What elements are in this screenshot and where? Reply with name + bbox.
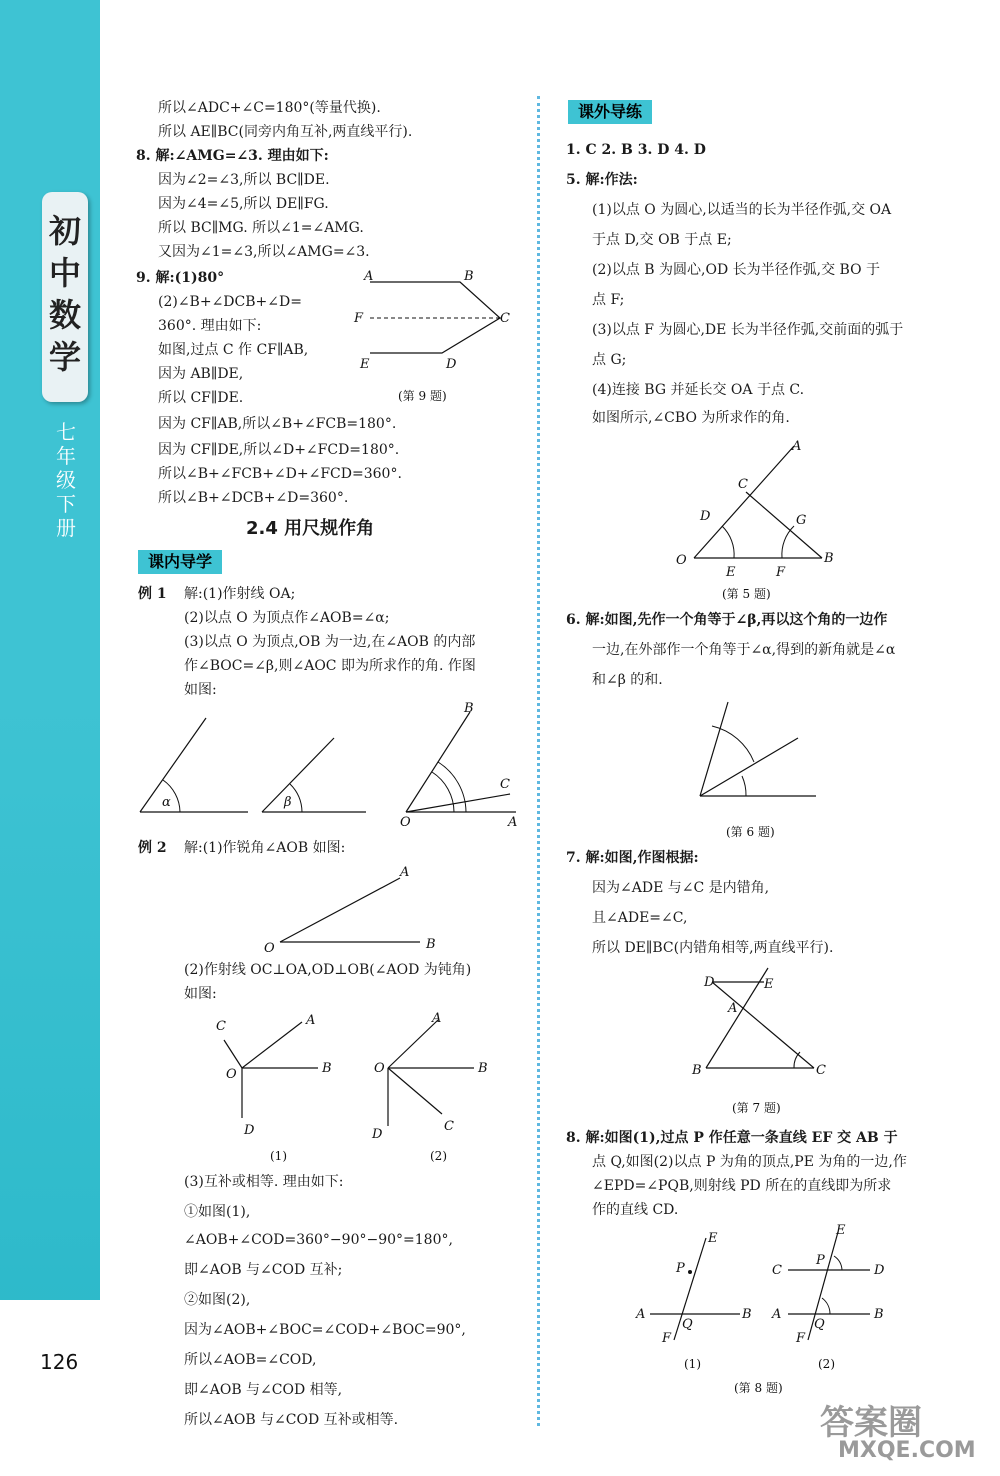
text-line: 如图: bbox=[184, 682, 217, 698]
inclass-heading: 课内导学 bbox=[138, 550, 222, 574]
label: A bbox=[400, 865, 410, 880]
label: B bbox=[824, 551, 834, 566]
label: B bbox=[478, 1061, 488, 1076]
label: C bbox=[738, 477, 748, 492]
text-line: 9. 解:(1)80° bbox=[136, 270, 225, 286]
text-line: 且∠ADE=∠C, bbox=[592, 910, 688, 926]
sub-caption: (1) bbox=[270, 1149, 287, 1163]
label: G bbox=[796, 513, 807, 528]
text-line: 如图所示,∠CBO 为所求作的角. bbox=[592, 410, 790, 426]
section-title: 2.4 用尺规作角 bbox=[246, 518, 375, 539]
label: D bbox=[446, 357, 457, 372]
figure-5 bbox=[672, 436, 842, 608]
grade-label: 七年级下册 bbox=[56, 420, 76, 540]
text-line: (1)以点 O 为圆心,以适当的长为半径作弧,交 OA bbox=[592, 202, 892, 218]
text-line: 即∠AOB 与∠COD 相等, bbox=[184, 1382, 343, 1398]
text-line: 因为 AB∥DE, bbox=[158, 366, 244, 382]
caption: (第 6 题) bbox=[726, 825, 775, 839]
text-line: 因为 CF∥AB,所以∠B+∠FCB=180°. bbox=[158, 416, 397, 432]
text-line: (3)以点 F 为圆心,DE 长为半径作弧,交前面的弧于 bbox=[592, 322, 904, 338]
label: B bbox=[692, 1063, 702, 1078]
label: F bbox=[776, 565, 786, 580]
text-line: ②如图(2), bbox=[184, 1292, 251, 1308]
label: β bbox=[284, 795, 292, 810]
text-line: 作∠BOC=∠β,则∠AOC 即为所求作的角. 作图 bbox=[184, 658, 476, 674]
text-line: (4)连接 BG 并延长交 OA 于点 C. bbox=[592, 382, 805, 398]
text-line: 所以 BC∥MG. 所以∠1=∠AMG. bbox=[158, 220, 364, 236]
label: D bbox=[704, 975, 715, 990]
label: C bbox=[500, 777, 510, 792]
caption: (第 8 题) bbox=[734, 1381, 783, 1395]
label: A bbox=[636, 1307, 646, 1322]
label: B bbox=[464, 269, 474, 284]
outclass-heading: 课外导练 bbox=[568, 100, 652, 124]
text-line: 又因为∠1=∠3,所以∠AMG=∠3. bbox=[158, 244, 370, 260]
figure-9 bbox=[350, 268, 520, 408]
text-line: 如图: bbox=[184, 986, 217, 1002]
text-line: 因为∠ADE 与∠C 是内错角, bbox=[592, 880, 770, 896]
text-line: 5. 解:作法: bbox=[566, 172, 638, 188]
label: D bbox=[244, 1123, 255, 1138]
text-line: (3)互补或相等. 理由如下: bbox=[184, 1174, 344, 1190]
label: A bbox=[772, 1307, 782, 1322]
text-line: (2)作射线 OC⊥OA,OD⊥OB(∠AOD 为钝角) bbox=[184, 962, 472, 978]
label: B bbox=[464, 701, 474, 716]
label: E bbox=[836, 1223, 846, 1238]
answers: 1. C 2. B 3. D 4. D bbox=[566, 142, 706, 158]
watermark: 答案圈 bbox=[820, 1403, 922, 1443]
label: A bbox=[792, 439, 802, 454]
figure-6 bbox=[690, 696, 830, 844]
example-label: 例 2 bbox=[138, 840, 167, 856]
text-line: 所以∠B+∠FCB+∠D+∠FCD=360°. bbox=[158, 466, 402, 482]
label: F bbox=[796, 1331, 806, 1346]
text-line: 即∠AOB 与∠COD 互补; bbox=[184, 1262, 343, 1278]
text-line: ∠AOB+∠COD=360°−90°−90°=180°, bbox=[184, 1232, 453, 1248]
label: α bbox=[162, 795, 171, 810]
text-line: 所以 DE∥BC(内错角相等,两直线平行). bbox=[592, 940, 834, 956]
text-line: (2)∠B+∠DCB+∠D= bbox=[158, 294, 302, 310]
label: C bbox=[444, 1119, 454, 1134]
label: P bbox=[676, 1261, 685, 1276]
figure-8 bbox=[630, 1222, 900, 1402]
text-line: 所以∠AOB 与∠COD 互补或相等. bbox=[184, 1412, 399, 1428]
text-line: 因为∠4=∠5,所以 DE∥FG. bbox=[158, 196, 329, 212]
label: O bbox=[676, 553, 687, 568]
text-line: 点 Q,如图(2)以点 P 为角的顶点,PE 为角的一边,作 bbox=[592, 1154, 907, 1170]
text-line: 8. 解:如图(1),过点 P 作任意一条直线 EF 交 AB 于 bbox=[566, 1130, 898, 1146]
column-divider bbox=[537, 96, 540, 1426]
label: F bbox=[662, 1331, 672, 1346]
figure-7 bbox=[686, 966, 836, 1116]
label: P bbox=[816, 1253, 825, 1268]
label: Q bbox=[814, 1317, 825, 1332]
text-line: ①如图(1), bbox=[184, 1204, 251, 1220]
example-label: 例 1 bbox=[138, 586, 167, 602]
label: A bbox=[364, 269, 374, 284]
caption: (第 7 题) bbox=[732, 1101, 781, 1115]
text-line: 所以 AE∥BC(同旁内角互补,两直线平行). bbox=[158, 124, 413, 140]
text-line: 于点 D,交 OB 于点 E; bbox=[592, 232, 732, 248]
label: B bbox=[426, 937, 436, 952]
text-line: 360°. 理由如下: bbox=[158, 318, 262, 334]
text-line: 7. 解:如图,作图根据: bbox=[566, 850, 699, 866]
label: D bbox=[700, 509, 711, 524]
label: C bbox=[216, 1019, 226, 1034]
label: B bbox=[322, 1061, 332, 1076]
text-line: 6. 解:如图,先作一个角等于∠β,再以这个角的一边作 bbox=[566, 612, 888, 628]
label: E bbox=[360, 357, 370, 372]
text-line: 所以 CF∥DE. bbox=[158, 390, 244, 406]
text-line: 所以∠B+∠DCB+∠D=360°. bbox=[158, 490, 349, 506]
text-line: 点 F; bbox=[592, 292, 625, 308]
text-line: 一边,在外部作一个角等于∠α,得到的新角就是∠α bbox=[592, 642, 896, 658]
text-line: 和∠β 的和. bbox=[592, 672, 663, 688]
label: O bbox=[374, 1061, 385, 1076]
caption: (第 5 题) bbox=[722, 587, 771, 601]
label: F bbox=[354, 311, 364, 326]
label: A bbox=[306, 1013, 316, 1028]
sidebar-footer bbox=[0, 1300, 100, 1476]
label: E bbox=[726, 565, 736, 580]
label: O bbox=[226, 1067, 237, 1082]
example-1-figures bbox=[136, 700, 526, 830]
label: C bbox=[500, 311, 510, 326]
label: C bbox=[816, 1063, 826, 1078]
label: C bbox=[772, 1263, 782, 1278]
text-line: 作的直线 CD. bbox=[592, 1202, 679, 1218]
label: D bbox=[372, 1127, 383, 1142]
label: A bbox=[728, 1001, 738, 1016]
page-number: 126 bbox=[40, 1350, 79, 1374]
sub-caption: (1) bbox=[684, 1357, 701, 1371]
label: E bbox=[764, 977, 774, 992]
example-2-figure-a bbox=[260, 860, 450, 956]
text-line: 如图,过点 C 作 CF∥AB, bbox=[158, 342, 309, 358]
watermark-site: MXQE.COM bbox=[838, 1438, 976, 1463]
label: O bbox=[264, 941, 275, 956]
text-line: 因为 CF∥DE,所以∠D+∠FCD=180°. bbox=[158, 442, 400, 458]
text-line: 解:(1)作锐角∠AOB 如图: bbox=[184, 840, 346, 856]
label: B bbox=[874, 1307, 884, 1322]
text-line: 解:(1)作射线 OA; bbox=[184, 586, 296, 602]
sub-caption: (2) bbox=[818, 1357, 835, 1371]
label: E bbox=[708, 1231, 718, 1246]
example-2-figures-b bbox=[208, 1010, 508, 1166]
text-line: (3)以点 O 为顶点,OB 为一边,在∠AOB 的内部 bbox=[184, 634, 476, 650]
sub-caption: (2) bbox=[430, 1149, 447, 1163]
label: A bbox=[432, 1011, 442, 1026]
text-line: 所以∠AOB=∠COD, bbox=[184, 1352, 317, 1368]
label: D bbox=[874, 1263, 885, 1278]
text-line: ∠EPD=∠PQB,则射线 PD 所在的直线即为所求 bbox=[592, 1178, 892, 1194]
label: A bbox=[508, 815, 518, 830]
book-title: 初中数学 bbox=[48, 212, 81, 376]
caption: (第 9 题) bbox=[398, 389, 447, 403]
label: O bbox=[400, 815, 411, 830]
sidebar bbox=[0, 0, 100, 1476]
text-line: 因为∠2=∠3,所以 BC∥DE. bbox=[158, 172, 330, 188]
text-line: 点 G; bbox=[592, 352, 627, 368]
text-line: (2)以点 O 为顶点作∠AOB=∠α; bbox=[184, 610, 390, 626]
text-line: (2)以点 B 为圆心,OD 长为半径作弧,交 BO 于 bbox=[592, 262, 880, 278]
text-line: 8. 解:∠AMG=∠3. 理由如下: bbox=[136, 148, 329, 164]
label: Q bbox=[682, 1317, 693, 1332]
label: B bbox=[742, 1307, 752, 1322]
text-line: 所以∠ADC+∠C=180°(等量代换). bbox=[158, 100, 381, 116]
text-line: 因为∠AOB+∠BOC=∠COD+∠BOC=90°, bbox=[184, 1322, 466, 1338]
